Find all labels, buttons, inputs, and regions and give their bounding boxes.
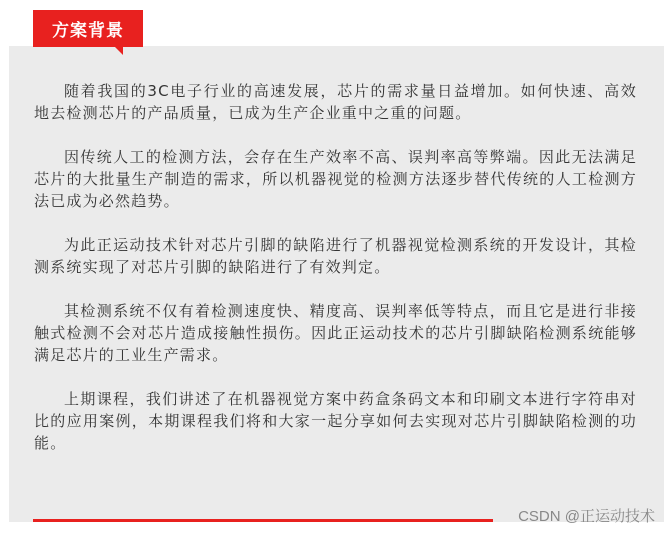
- paragraph: 其检测系统不仅有着检测速度快、精度高、误判率低等特点，而且它是进行非接触式检测不会对芯片造成接触性损伤。因此正运动技术的芯片引脚缺陷检测系统能够满足芯片的工业生产需求。: [34, 302, 637, 364]
- section-title: 方案背景: [52, 21, 124, 41]
- paragraph: 为此正运动技术针对芯片引脚的缺陷进行了机器视觉检测系统的开发设计，其检测系统实现了对芯片引脚的缺陷进行了有效判定。: [34, 236, 637, 276]
- paragraph: 因传统人工的检测方法，会存在生产效率不高、误判率高等弊端。因此无法满足芯片的大批量生产制造的需求，所以机器视觉的检测方法逐步替代传统的人工检测方法已成为必然趋势。: [34, 148, 637, 210]
- paragraph: 上期课程，我们讲述了在机器视觉方案中药盒条码文本和印刷文本进行字符串对比的应用案例，本期课程我们将和大家一起分享如何去实现对芯片引脚缺陷检测的功能。: [34, 390, 637, 452]
- paragraph: 随着我国的3C电子行业的高速发展，芯片的需求量日益增加。如何快速、高效地去检测芯片的产品质量，已成为生产企业重中之重的问题。: [34, 82, 637, 122]
- tag-notch: [115, 47, 123, 55]
- section-header-tag: [33, 10, 143, 47]
- article-body: [34, 80, 637, 476]
- bottom-accent-line: [33, 519, 493, 522]
- csdn-watermark: CSDN @正运动技术: [518, 508, 655, 525]
